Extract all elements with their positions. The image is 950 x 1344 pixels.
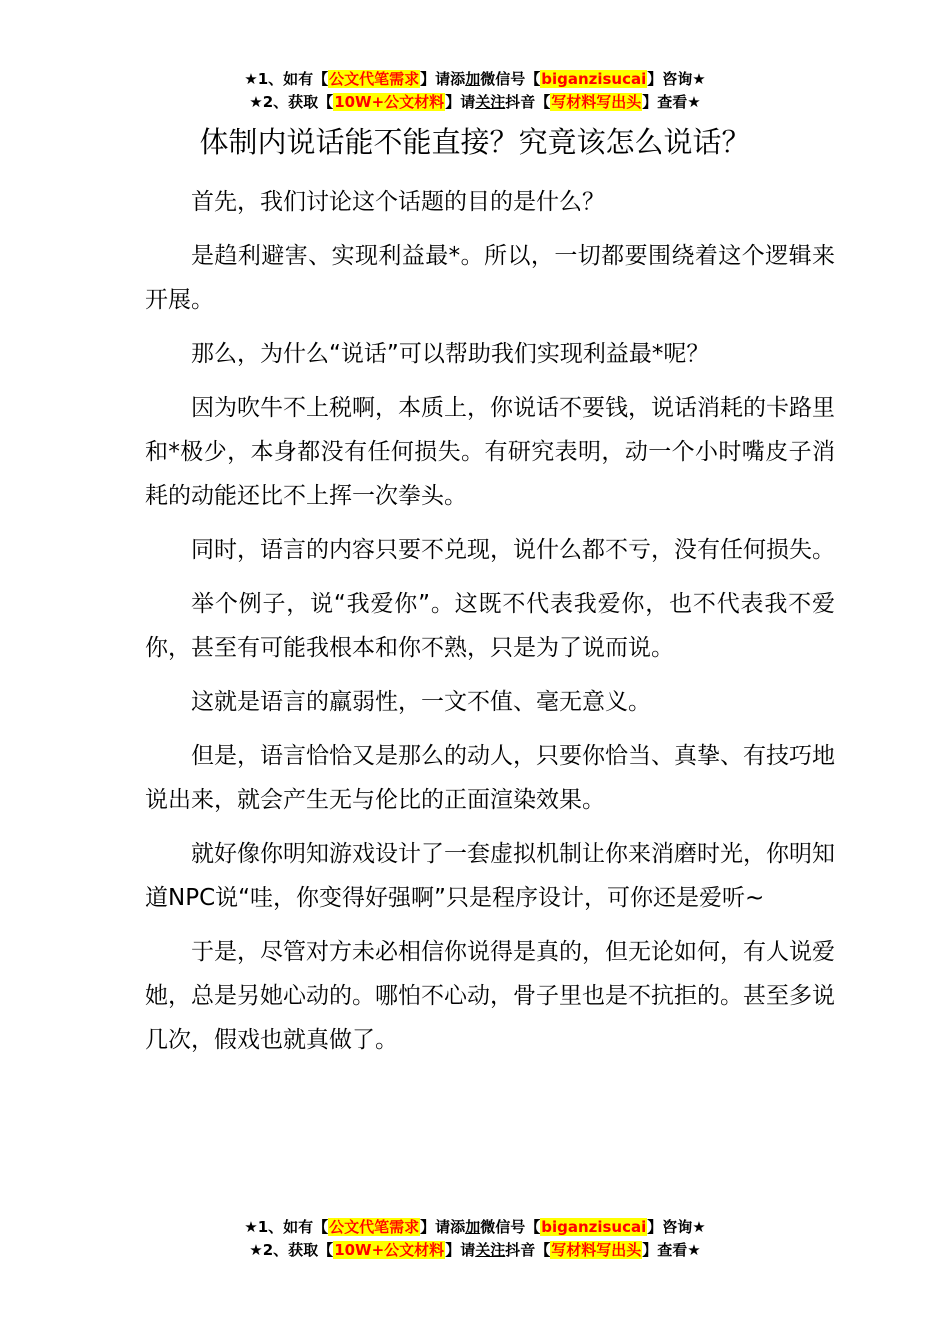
douyin-account: 写材料写出头 (551, 1241, 642, 1259)
paragraph: 就好像你明知游戏设计了一套虚拟机制让你来消磨时光，你明知道NPC说“哇，你变得好强啊”只是程序设计，可你还是爱听~ (145, 841, 835, 911)
paragraph: 于是，尽管对方未必相信你说得是真的，但无论如何，有人说爱她，总是另她心动的。哪怕不心动，骨子里也是不抗拒的。甚至多说几次，假戏也就真做了。 (145, 939, 835, 1053)
wechat-id: biganzisucai (541, 70, 647, 88)
document-body (145, 180, 835, 1072)
promo-line-2: ★2、获取【10W+公文材料】请关注抖音【写材料写出头】查看★ (249, 1241, 701, 1259)
footer-promo-banner (0, 1216, 950, 1262)
paragraph: 是趋利避害、实现利益最*。所以，一切都要围绕着这个逻辑来开展。 (145, 243, 835, 313)
paragraph: 但是，语言恰恰又是那么的动人，只要你恰当、真挚、有技巧地说出来，就会产生无与伦比的正面渲染效果。 (145, 743, 835, 813)
paragraph: 举个例子，说“我爱你”。这既不代表我爱你，也不代表我不爱你，甚至有可能我根本和你不熟，只是为了说而说。 (145, 591, 835, 661)
document-title: 体制内说话能不能直接？究竟该怎么说话？ (199, 125, 751, 159)
promo-highlight: 10W+公文材料 (334, 1241, 445, 1259)
promo-line-1: ★1、如有【公文代笔需求】请添加微信号【biganzisucai】咨询★ (244, 70, 706, 88)
douyin-account: 写材料写出头 (551, 93, 642, 111)
paragraph: 同时，语言的内容只要不兑现，说什么都不亏，没有任何损失。 (191, 537, 835, 563)
paragraph: 这就是语言的羸弱性，一文不值、毫无意义。 (191, 689, 651, 715)
promo-line-2: ★2、获取【10W+公文材料】请关注抖音【写材料写出头】查看★ (249, 93, 701, 111)
promo-highlight: 10W+公文材料 (334, 93, 445, 111)
promo-highlight: 公文代笔需求 (329, 70, 420, 88)
paragraph: 那么，为什么“说话”可以帮助我们实现利益最*呢？ (191, 341, 710, 367)
paragraph: 首先，我们讨论这个话题的目的是什么？ (191, 189, 605, 215)
wechat-id: biganzisucai (541, 1218, 647, 1236)
paragraph: 因为吹牛不上税啊，本质上，你说话不要钱，说话消耗的卡路里和*极少，本身都没有任何损失。有研究表明，动一个小时嘴皮子消耗的动能还比不上挥一次拳头。 (145, 395, 835, 509)
header-promo-banner (0, 68, 950, 114)
promo-highlight: 公文代笔需求 (329, 1218, 420, 1236)
promo-line-1: ★1、如有【公文代笔需求】请添加微信号【biganzisucai】咨询★ (244, 1218, 706, 1236)
